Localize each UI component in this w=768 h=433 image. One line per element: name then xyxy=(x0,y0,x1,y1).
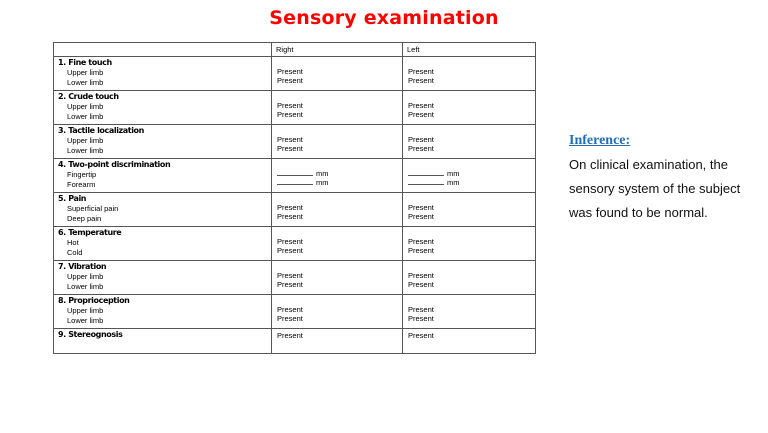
right-result-text: Present xyxy=(277,212,303,221)
left-result xyxy=(408,203,535,212)
test-name: 5. Pain xyxy=(58,194,87,203)
left-result-text: Present xyxy=(408,212,434,221)
sensory-exam-table xyxy=(53,42,536,354)
left-result-cell xyxy=(403,159,536,193)
right-result xyxy=(277,305,402,314)
right-result-cell xyxy=(272,159,403,193)
left-result xyxy=(408,169,535,178)
left-result-text: Present xyxy=(408,237,434,246)
blank-line xyxy=(408,169,444,176)
right-result-text: Present xyxy=(277,271,303,280)
left-result-text: Present xyxy=(408,280,434,289)
blank-line xyxy=(277,169,313,176)
left-result xyxy=(408,76,535,85)
right-result xyxy=(277,331,402,340)
right-result-text: Present xyxy=(277,67,303,76)
right-result xyxy=(277,135,402,144)
table-row xyxy=(54,227,536,261)
right-result-text: Present xyxy=(277,246,303,255)
right-result xyxy=(277,314,402,323)
left-result-cell xyxy=(403,227,536,261)
column-header-test xyxy=(54,43,272,57)
right-result-text: Present xyxy=(277,331,303,340)
table-row xyxy=(54,57,536,91)
left-result-text: Present xyxy=(408,314,434,323)
left-result-text: Present xyxy=(408,110,434,119)
left-result-text: Present xyxy=(408,101,434,110)
right-result xyxy=(277,169,402,178)
right-result-text: Present xyxy=(277,76,303,85)
left-result xyxy=(408,110,535,119)
left-result-text: Present xyxy=(408,135,434,144)
left-result-cell xyxy=(403,261,536,295)
test-subitem: Upper limb xyxy=(67,136,104,145)
left-result-text: Present xyxy=(408,331,434,340)
table-row xyxy=(54,261,536,295)
blank-line xyxy=(408,178,444,185)
test-cell xyxy=(54,57,272,91)
test-subitem: Upper limb xyxy=(67,306,104,315)
left-result-cell xyxy=(403,193,536,227)
right-result xyxy=(277,144,402,153)
right-result-text: Present xyxy=(277,135,303,144)
inference-section xyxy=(569,131,764,225)
blank-line xyxy=(277,178,313,185)
test-cell xyxy=(54,329,272,354)
test-name: 7. Vibration xyxy=(58,262,107,271)
right-result xyxy=(277,101,402,110)
left-result-text: Present xyxy=(408,246,434,255)
table-row xyxy=(54,159,536,193)
table-row xyxy=(54,193,536,227)
inference-text: On clinical examination, the sensory system of the subject was found to be normal. xyxy=(569,157,741,220)
left-result-text: Present xyxy=(408,76,434,85)
right-result xyxy=(277,110,402,119)
left-result-text: Present xyxy=(408,271,434,280)
test-subitem: Cold xyxy=(67,247,83,257)
left-result xyxy=(408,305,535,314)
test-subitem: Lower limb xyxy=(67,315,104,325)
test-subitem: Forearm xyxy=(67,179,96,189)
left-result xyxy=(408,237,535,246)
right-result xyxy=(277,271,402,280)
right-result xyxy=(277,246,402,255)
right-result xyxy=(277,67,402,76)
left-result xyxy=(408,135,535,144)
right-result xyxy=(277,237,402,246)
column-header-left: Left xyxy=(403,43,536,57)
test-subitem: Upper limb xyxy=(67,272,104,281)
test-subitem: Lower limb xyxy=(67,145,104,155)
test-subitem: Superficial pain xyxy=(67,204,119,213)
right-result xyxy=(277,203,402,212)
test-cell xyxy=(54,227,272,261)
left-result-text: mm xyxy=(447,169,460,178)
test-cell xyxy=(54,159,272,193)
left-result-text: Present xyxy=(408,203,434,212)
left-result xyxy=(408,67,535,76)
right-result xyxy=(277,280,402,289)
left-result-cell xyxy=(403,125,536,159)
left-result-cell xyxy=(403,91,536,125)
right-result-text: mm xyxy=(316,178,329,187)
page-title: Sensory examination xyxy=(269,7,499,29)
test-subitem: Upper limb xyxy=(67,102,104,111)
left-result xyxy=(408,314,535,323)
table-row xyxy=(54,295,536,329)
right-result-text: Present xyxy=(277,101,303,110)
left-result xyxy=(408,331,535,340)
table-header-row xyxy=(54,43,536,57)
test-subitem: Lower limb xyxy=(67,281,104,291)
right-result-cell xyxy=(272,261,403,295)
left-result-cell xyxy=(403,57,536,91)
test-cell xyxy=(54,193,272,227)
right-result-cell xyxy=(272,57,403,91)
right-result-text: Present xyxy=(277,203,303,212)
test-name: 4. Two-point discrimination xyxy=(58,160,171,169)
left-result-cell xyxy=(403,329,536,354)
right-result-text: mm xyxy=(316,169,329,178)
right-result-text: Present xyxy=(277,314,303,323)
test-cell xyxy=(54,125,272,159)
left-result xyxy=(408,144,535,153)
test-name: 1. Fine touch xyxy=(58,58,112,67)
test-cell xyxy=(54,261,272,295)
left-result-cell xyxy=(403,295,536,329)
test-cell xyxy=(54,91,272,125)
table-row xyxy=(54,91,536,125)
test-subitem: Lower limb xyxy=(67,111,104,121)
left-result xyxy=(408,212,535,221)
left-result xyxy=(408,178,535,187)
test-name: 2. Crude touch xyxy=(58,92,119,101)
right-result-text: Present xyxy=(277,237,303,246)
left-result-text: Present xyxy=(408,67,434,76)
right-result-text: Present xyxy=(277,110,303,119)
right-result-cell xyxy=(272,227,403,261)
right-result xyxy=(277,178,402,187)
table-row xyxy=(54,329,536,354)
right-result-cell xyxy=(272,329,403,354)
left-result xyxy=(408,101,535,110)
test-subitem: Lower limb xyxy=(67,77,104,87)
right-result-text: Present xyxy=(277,305,303,314)
column-header-right: Right xyxy=(272,43,403,57)
right-result-text: Present xyxy=(277,144,303,153)
right-result xyxy=(277,212,402,221)
test-subitem: Fingertip xyxy=(67,170,97,179)
right-result-text: Present xyxy=(277,280,303,289)
right-result-cell xyxy=(272,193,403,227)
test-name: 3. Tactile localization xyxy=(58,126,144,135)
right-result-cell xyxy=(272,125,403,159)
right-result-cell xyxy=(272,91,403,125)
left-result-text: mm xyxy=(447,178,460,187)
table-row xyxy=(54,125,536,159)
test-cell xyxy=(54,295,272,329)
left-result xyxy=(408,271,535,280)
test-subitem: Hot xyxy=(67,238,79,247)
test-name: 9. Stereognosis xyxy=(58,330,123,339)
test-name: 8. Proprioception xyxy=(58,296,130,305)
test-subitem: Deep pain xyxy=(67,213,102,223)
left-result xyxy=(408,246,535,255)
right-result-cell xyxy=(272,295,403,329)
left-result-text: Present xyxy=(408,144,434,153)
test-subitem: Upper limb xyxy=(67,68,104,77)
test-name: 6. Temperature xyxy=(58,228,122,237)
inference-heading: Inference: xyxy=(569,133,631,148)
left-result xyxy=(408,280,535,289)
left-result-text: Present xyxy=(408,305,434,314)
right-result xyxy=(277,76,402,85)
